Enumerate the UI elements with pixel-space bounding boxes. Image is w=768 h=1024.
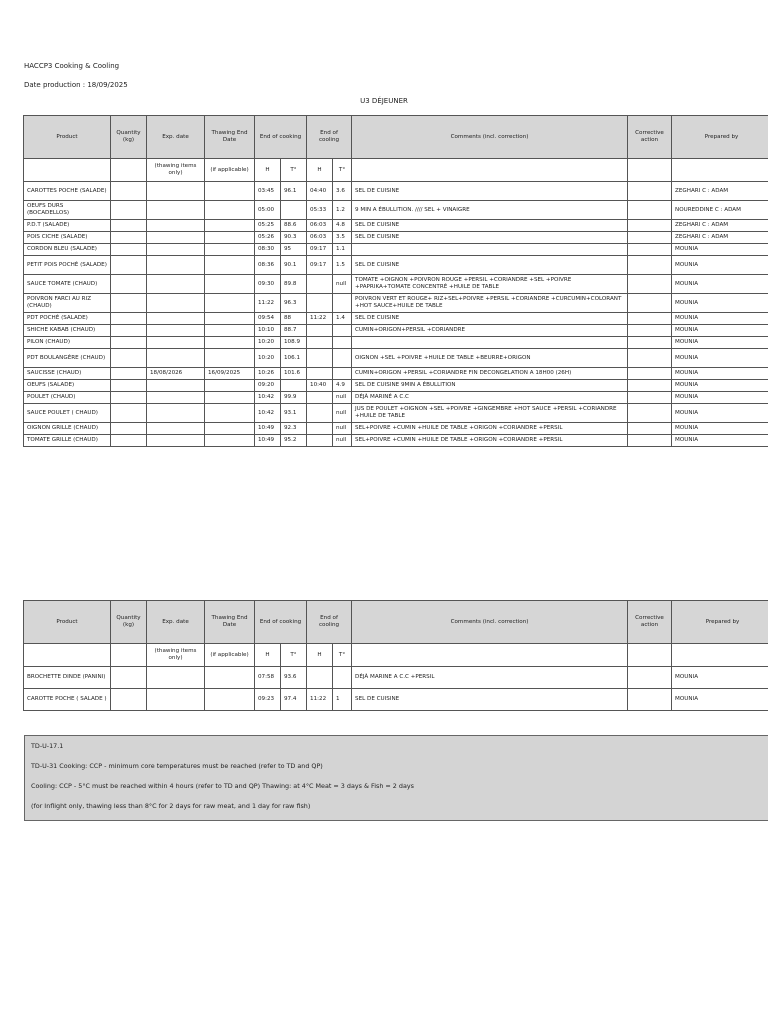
sub-cook-hour: H	[255, 159, 281, 182]
cool-temp-cell: null	[333, 404, 352, 423]
col-product: Product	[24, 116, 111, 159]
cook-temp-cell: 89.8	[281, 275, 307, 294]
cook-hour-cell: 08:36	[255, 256, 281, 275]
cool-temp-cell	[333, 337, 352, 349]
product-cell: SHICHE KABAB (CHAUD)	[24, 325, 111, 337]
product-cell: PDT BOULANGÈRE (CHAUD)	[24, 349, 111, 368]
product-cell: OIGNON GRILLE (CHAUD)	[24, 423, 111, 435]
exp-date-cell	[147, 349, 205, 368]
product-cell: CAROTTES POCHE (SALADE)	[24, 182, 111, 201]
col-end-cooking: End of cooking	[255, 116, 307, 159]
quantity-cell	[111, 423, 147, 435]
quantity-cell	[111, 232, 147, 244]
comment-cell: SEL DE CUISINE	[352, 256, 628, 275]
cook-hour-cell: 10:10	[255, 325, 281, 337]
table-row	[24, 435, 768, 447]
cool-temp-cell	[333, 349, 352, 368]
sub-empty	[24, 159, 111, 182]
cook-temp-cell: 95	[281, 244, 307, 256]
cool-hour-cell: 06:03	[307, 220, 333, 232]
prepared-by-cell: ZEGHARI C : ADAM	[672, 182, 768, 201]
exp-date-cell	[147, 220, 205, 232]
table-row	[24, 423, 768, 435]
corrective-action-cell	[628, 667, 672, 689]
cool-hour-cell	[307, 294, 333, 313]
cool-hour-cell	[307, 337, 333, 349]
sub-cook-temp: T°	[281, 644, 307, 667]
exp-date-cell	[147, 667, 205, 689]
sub-thawing-items: (thawing items only)	[147, 644, 205, 667]
exp-date-cell	[147, 275, 205, 294]
quantity-cell	[111, 349, 147, 368]
table-row	[24, 275, 768, 294]
comment-cell: SEL DE CUISINE 9MIN A ÉBULLITION	[352, 380, 628, 392]
thawing-end-cell	[205, 244, 255, 256]
subheader-row	[24, 644, 768, 667]
exp-date-cell	[147, 392, 205, 404]
notes-inflight: (for Inflight only, thawing less than 8°C for 2 days for raw meat, and 1 day for raw fish)	[31, 802, 311, 810]
sub-empty	[628, 159, 672, 182]
cook-temp-cell: 90.3	[281, 232, 307, 244]
corrective-action-cell	[628, 337, 672, 349]
corrective-action-cell	[628, 220, 672, 232]
table-row	[24, 368, 768, 380]
cool-temp-cell: 3.6	[333, 182, 352, 201]
exp-date-cell	[147, 294, 205, 313]
cool-temp-cell	[333, 325, 352, 337]
table-row	[24, 392, 768, 404]
sub-cook-hour: H	[255, 644, 281, 667]
exp-date-cell	[147, 313, 205, 325]
header-row	[24, 116, 768, 159]
quantity-cell	[111, 404, 147, 423]
product-cell: POULET (CHAUD)	[24, 392, 111, 404]
prepared-by-cell: MOUNIA	[672, 275, 768, 294]
product-cell: P.D.T (SALADE)	[24, 220, 111, 232]
exp-date-cell	[147, 232, 205, 244]
col-product: Product	[24, 601, 111, 644]
haccp-table-secondary	[23, 600, 768, 711]
col-corrective: Corrective action	[628, 601, 672, 644]
quantity-cell	[111, 325, 147, 337]
thawing-end-cell	[205, 256, 255, 275]
corrective-action-cell	[628, 294, 672, 313]
comment-cell: SEL+POIVRE +CUMIN +HUILE DE TABLE +ORIGON +CORIANDRE +PERSIL	[352, 435, 628, 447]
notes-code: TD-U-17.1	[31, 742, 64, 750]
exp-date-cell	[147, 256, 205, 275]
notes-cooling: Cooling: CCP - 5°C must be reached within 4 hours (refer to TD and QP) Thawing: at 4°C Meat = 3 days & Fish = 2 days	[31, 782, 414, 790]
thawing-end-cell	[205, 689, 255, 711]
comment-cell: SEL DE CUISINE	[352, 220, 628, 232]
cook-hour-cell: 03:45	[255, 182, 281, 201]
corrective-action-cell	[628, 182, 672, 201]
prepared-by-cell: MOUNIA	[672, 667, 768, 689]
cool-temp-cell	[333, 667, 352, 689]
prepared-by-cell: MOUNIA	[672, 244, 768, 256]
prepared-by-cell: MOUNIA	[672, 392, 768, 404]
quantity-cell	[111, 368, 147, 380]
cool-hour-cell	[307, 368, 333, 380]
cook-temp-cell: 108.9	[281, 337, 307, 349]
prepared-by-cell: MOUNIA	[672, 404, 768, 423]
table-row	[24, 689, 768, 711]
cool-hour-cell	[307, 275, 333, 294]
table-row	[24, 232, 768, 244]
quantity-cell	[111, 294, 147, 313]
cool-hour-cell	[307, 325, 333, 337]
quantity-cell	[111, 380, 147, 392]
sub-cool-hour: H	[307, 644, 333, 667]
table-row	[24, 201, 768, 220]
corrective-action-cell	[628, 689, 672, 711]
col-exp-date: Exp. date	[147, 601, 205, 644]
cook-hour-cell: 10:42	[255, 404, 281, 423]
thawing-end-cell	[205, 667, 255, 689]
haccp-table-main	[23, 115, 768, 447]
prepared-by-cell: MOUNIA	[672, 325, 768, 337]
cook-hour-cell: 10:26	[255, 368, 281, 380]
product-cell: CAROTTE POCHE ( SALADE )	[24, 689, 111, 711]
prepared-by-cell: ZEGHARI C : ADAM	[672, 232, 768, 244]
corrective-action-cell	[628, 368, 672, 380]
cook-hour-cell: 10:49	[255, 423, 281, 435]
quantity-cell	[111, 275, 147, 294]
sub-empty	[628, 644, 672, 667]
haccp-notes-box	[24, 735, 768, 821]
corrective-action-cell	[628, 423, 672, 435]
sub-if-applicable: (if applicable)	[205, 644, 255, 667]
col-thawing-end: Thawing End Date	[205, 601, 255, 644]
col-end-cooling: End of cooling	[307, 116, 352, 159]
product-cell: SAUCE POULET ( CHAUD)	[24, 404, 111, 423]
sub-empty	[24, 644, 111, 667]
col-quantity: Quantity (kg)	[111, 116, 147, 159]
prepared-by-cell: MOUNIA	[672, 349, 768, 368]
comment-cell: CUMIN+ORIGON+PERSIL +CORIANDRE	[352, 325, 628, 337]
comment-cell: CUMIN+ORIGON +PERSIL +CORIANDRE FIN DECONGELATION A 18H00 (26H)	[352, 368, 628, 380]
cool-hour-cell	[307, 423, 333, 435]
prepared-by-cell: NOUREDDINE C : ADAM	[672, 201, 768, 220]
thawing-end-cell	[205, 392, 255, 404]
cook-temp-cell: 90.1	[281, 256, 307, 275]
col-end-cooking: End of cooking	[255, 601, 307, 644]
comment-cell: SEL DE CUISINE	[352, 232, 628, 244]
sub-cool-hour: H	[307, 159, 333, 182]
cool-temp-cell: null	[333, 435, 352, 447]
quantity-cell	[111, 244, 147, 256]
quantity-cell	[111, 435, 147, 447]
cool-hour-cell: 04:40	[307, 182, 333, 201]
cook-hour-cell: 08:30	[255, 244, 281, 256]
corrective-action-cell	[628, 201, 672, 220]
cook-hour-cell: 10:20	[255, 337, 281, 349]
prepared-by-cell: MOUNIA	[672, 368, 768, 380]
thawing-end-cell	[205, 275, 255, 294]
table-row	[24, 294, 768, 313]
quantity-cell	[111, 313, 147, 325]
cool-temp-cell: 1.2	[333, 201, 352, 220]
quantity-cell	[111, 201, 147, 220]
corrective-action-cell	[628, 349, 672, 368]
comment-cell: JUS DE POULET +OIGNON +SEL +POIVRE +GINGEMBRE +HOT SAUCE +PERSIL +CORIANDRE +HUILE DE TABLE	[352, 404, 628, 423]
col-prepared-by: Prepared by	[672, 116, 768, 159]
thawing-end-cell	[205, 232, 255, 244]
col-end-cooling: End of cooling	[307, 601, 352, 644]
prepared-by-cell: ZEGHARI C : ADAM	[672, 220, 768, 232]
cook-temp-cell: 93.6	[281, 667, 307, 689]
cool-hour-cell: 09:17	[307, 256, 333, 275]
cook-temp-cell: 97.4	[281, 689, 307, 711]
product-cell: PETIT POIS POCHÉ (SALADE)	[24, 256, 111, 275]
quantity-cell	[111, 667, 147, 689]
cook-temp-cell: 88	[281, 313, 307, 325]
sub-empty	[352, 159, 628, 182]
comment-cell: SEL DE CUISINE	[352, 689, 628, 711]
cool-temp-cell: 1	[333, 689, 352, 711]
corrective-action-cell	[628, 404, 672, 423]
thawing-end-cell	[205, 380, 255, 392]
corrective-action-cell	[628, 275, 672, 294]
quantity-cell	[111, 392, 147, 404]
sub-empty	[352, 644, 628, 667]
cool-hour-cell: 11:22	[307, 313, 333, 325]
thawing-end-cell	[205, 435, 255, 447]
cool-temp-cell: 4.9	[333, 380, 352, 392]
exp-date-cell	[147, 689, 205, 711]
cool-temp-cell: 4.8	[333, 220, 352, 232]
table-row	[24, 220, 768, 232]
cook-temp-cell: 99.9	[281, 392, 307, 404]
sub-if-applicable: (if applicable)	[205, 159, 255, 182]
comment-cell: SEL DE CUISINE	[352, 182, 628, 201]
exp-date-cell	[147, 380, 205, 392]
cool-temp-cell: 1.5	[333, 256, 352, 275]
col-thawing-end: Thawing End Date	[205, 116, 255, 159]
thawing-end-cell	[205, 423, 255, 435]
sub-empty	[111, 644, 147, 667]
cool-temp-cell: 1.4	[333, 313, 352, 325]
table-row	[24, 325, 768, 337]
product-cell: PDT POCHÉ (SALADE)	[24, 313, 111, 325]
cook-temp-cell: 96.1	[281, 182, 307, 201]
table-row	[24, 256, 768, 275]
thawing-end-cell	[205, 325, 255, 337]
exp-date-cell	[147, 435, 205, 447]
sub-thawing-items: (thawing items only)	[147, 159, 205, 182]
thawing-end-cell	[205, 337, 255, 349]
col-exp-date: Exp. date	[147, 116, 205, 159]
col-comments: Comments (incl. correction)	[352, 116, 628, 159]
comment-cell	[352, 244, 628, 256]
comment-cell: DÉJÀ MARINE A C.C +PERSIL	[352, 667, 628, 689]
comment-cell: SEL+POIVRE +CUMIN +HUILE DE TABLE +ORIGON +CORIANDRE +PERSIL	[352, 423, 628, 435]
cool-hour-cell	[307, 667, 333, 689]
cool-hour-cell	[307, 435, 333, 447]
thawing-end-cell: 16/09/2025	[205, 368, 255, 380]
exp-date-cell	[147, 325, 205, 337]
cook-temp-cell: 92.3	[281, 423, 307, 435]
prepared-by-cell: MOUNIA	[672, 423, 768, 435]
sub-empty	[672, 159, 768, 182]
table-row	[24, 244, 768, 256]
product-cell: TOMATE GRILLE (CHAUD)	[24, 435, 111, 447]
prepared-by-cell: MOUNIA	[672, 435, 768, 447]
cook-temp-cell: 101.6	[281, 368, 307, 380]
cook-temp-cell: 93.1	[281, 404, 307, 423]
cook-hour-cell: 09:54	[255, 313, 281, 325]
corrective-action-cell	[628, 380, 672, 392]
cool-temp-cell: null	[333, 423, 352, 435]
cook-hour-cell: 10:20	[255, 349, 281, 368]
exp-date-cell	[147, 423, 205, 435]
cool-hour-cell: 09:17	[307, 244, 333, 256]
sub-empty	[672, 644, 768, 667]
cool-temp-cell	[333, 368, 352, 380]
comment-cell: 9 MIN A ÉBULLITION. //// SEL + VINAIGRE	[352, 201, 628, 220]
thawing-end-cell	[205, 349, 255, 368]
section-title: U3 DÉJEUNER	[360, 97, 408, 105]
table-row	[24, 182, 768, 201]
cool-hour-cell: 10:40	[307, 380, 333, 392]
corrective-action-cell	[628, 244, 672, 256]
cook-hour-cell: 10:49	[255, 435, 281, 447]
cool-hour-cell	[307, 404, 333, 423]
comment-cell: SEL DE CUISINE	[352, 313, 628, 325]
cook-hour-cell: 10:42	[255, 392, 281, 404]
prepared-by-cell: MOUNIA	[672, 256, 768, 275]
table-row	[24, 380, 768, 392]
product-cell: POIS CICHE (SALADE)	[24, 232, 111, 244]
prepared-by-cell: MOUNIA	[672, 294, 768, 313]
exp-date-cell	[147, 201, 205, 220]
quantity-cell	[111, 337, 147, 349]
quantity-cell	[111, 256, 147, 275]
cook-temp-cell: 88.6	[281, 220, 307, 232]
cook-hour-cell: 11:22	[255, 294, 281, 313]
cool-hour-cell	[307, 349, 333, 368]
comment-cell	[352, 337, 628, 349]
corrective-action-cell	[628, 435, 672, 447]
product-cell: SAUCE TOMATE (CHAUD)	[24, 275, 111, 294]
exp-date-cell	[147, 244, 205, 256]
cool-hour-cell: 05:33	[307, 201, 333, 220]
cool-temp-cell	[333, 294, 352, 313]
product-cell: POIVRON FARCI AU RIZ (CHAUD)	[24, 294, 111, 313]
product-cell: PILON (CHAUD)	[24, 337, 111, 349]
exp-date-cell: 18/08/2026	[147, 368, 205, 380]
product-cell: SAUCISSE (CHAUD)	[24, 368, 111, 380]
prepared-by-cell: MOUNIA	[672, 337, 768, 349]
comment-cell: TOMATE +OIGNON +POIVRON ROUGE +PERSIL +CORIANDRE +SEL +POIVRE +PAPRIKA+TOMATE CONCENTRÉ +HUILE DE TABLE	[352, 275, 628, 294]
exp-date-cell	[147, 337, 205, 349]
cool-temp-cell: 3.5	[333, 232, 352, 244]
corrective-action-cell	[628, 392, 672, 404]
table-row	[24, 667, 768, 689]
cool-hour-cell	[307, 392, 333, 404]
table-body	[24, 667, 768, 711]
header-row	[24, 601, 768, 644]
production-date: Date production : 18/09/2025	[24, 81, 128, 89]
product-cell: OEUFS DURS (BOCADELLOS)	[24, 201, 111, 220]
cook-temp-cell	[281, 380, 307, 392]
document-title: HACCP3 Cooking & Cooling	[24, 62, 120, 70]
comment-cell: OIGNON +SEL +POIVRE +HUILE DE TABLE +BEURRE+ORIGON	[352, 349, 628, 368]
table-row	[24, 313, 768, 325]
thawing-end-cell	[205, 404, 255, 423]
cool-temp-cell: null	[333, 275, 352, 294]
quantity-cell	[111, 182, 147, 201]
col-corrective: Corrective action	[628, 116, 672, 159]
comment-cell: DÉJÀ MARINÉ A C.C	[352, 392, 628, 404]
prepared-by-cell: MOUNIA	[672, 689, 768, 711]
product-cell: CORDON BLEU (SALADE)	[24, 244, 111, 256]
corrective-action-cell	[628, 325, 672, 337]
table-row	[24, 349, 768, 368]
exp-date-cell	[147, 404, 205, 423]
cook-temp-cell: 95.2	[281, 435, 307, 447]
cook-temp-cell: 96.3	[281, 294, 307, 313]
cook-temp-cell: 106.1	[281, 349, 307, 368]
subheader-row	[24, 159, 768, 182]
product-cell: BROCHETTE DINDE (PANINI)	[24, 667, 111, 689]
corrective-action-cell	[628, 256, 672, 275]
col-quantity: Quantity (kg)	[111, 601, 147, 644]
quantity-cell	[111, 689, 147, 711]
thawing-end-cell	[205, 294, 255, 313]
cool-temp-cell: null	[333, 392, 352, 404]
cook-hour-cell: 05:00	[255, 201, 281, 220]
cook-temp-cell: 88.7	[281, 325, 307, 337]
exp-date-cell	[147, 182, 205, 201]
sub-cook-temp: T°	[281, 159, 307, 182]
sub-empty	[111, 159, 147, 182]
prepared-by-cell: MOUNIA	[672, 313, 768, 325]
notes-cooking: TD-U-31 Cooking: CCP - minimum core temperatures must be reached (refer to TD and QP)	[31, 762, 323, 770]
cook-hour-cell: 09:30	[255, 275, 281, 294]
sub-cool-temp: T°	[333, 644, 352, 667]
table-body	[24, 182, 768, 447]
product-cell: OEUFS (SALADE)	[24, 380, 111, 392]
col-prepared-by: Prepared by	[672, 601, 768, 644]
cook-temp-cell	[281, 201, 307, 220]
cool-temp-cell: 1.1	[333, 244, 352, 256]
cook-hour-cell: 05:26	[255, 232, 281, 244]
comment-cell: POIVRON VERT ET ROUGE+ RIZ+SEL+POIVRE +PERSIL +CORIANDRE +CURCUMIN+COLORANT +HOT SAUCE+HUILE DE TABLE	[352, 294, 628, 313]
thawing-end-cell	[205, 220, 255, 232]
cook-hour-cell: 07:58	[255, 667, 281, 689]
corrective-action-cell	[628, 313, 672, 325]
thawing-end-cell	[205, 182, 255, 201]
prepared-by-cell: MOUNIA	[672, 380, 768, 392]
cook-hour-cell: 09:20	[255, 380, 281, 392]
table-row	[24, 404, 768, 423]
cool-hour-cell: 11:22	[307, 689, 333, 711]
thawing-end-cell	[205, 201, 255, 220]
cook-hour-cell: 05:25	[255, 220, 281, 232]
quantity-cell	[111, 220, 147, 232]
cool-hour-cell: 06:03	[307, 232, 333, 244]
corrective-action-cell	[628, 232, 672, 244]
table-row	[24, 337, 768, 349]
sub-cool-temp: T°	[333, 159, 352, 182]
col-comments: Comments (incl. correction)	[352, 601, 628, 644]
cook-hour-cell: 09:23	[255, 689, 281, 711]
thawing-end-cell	[205, 313, 255, 325]
